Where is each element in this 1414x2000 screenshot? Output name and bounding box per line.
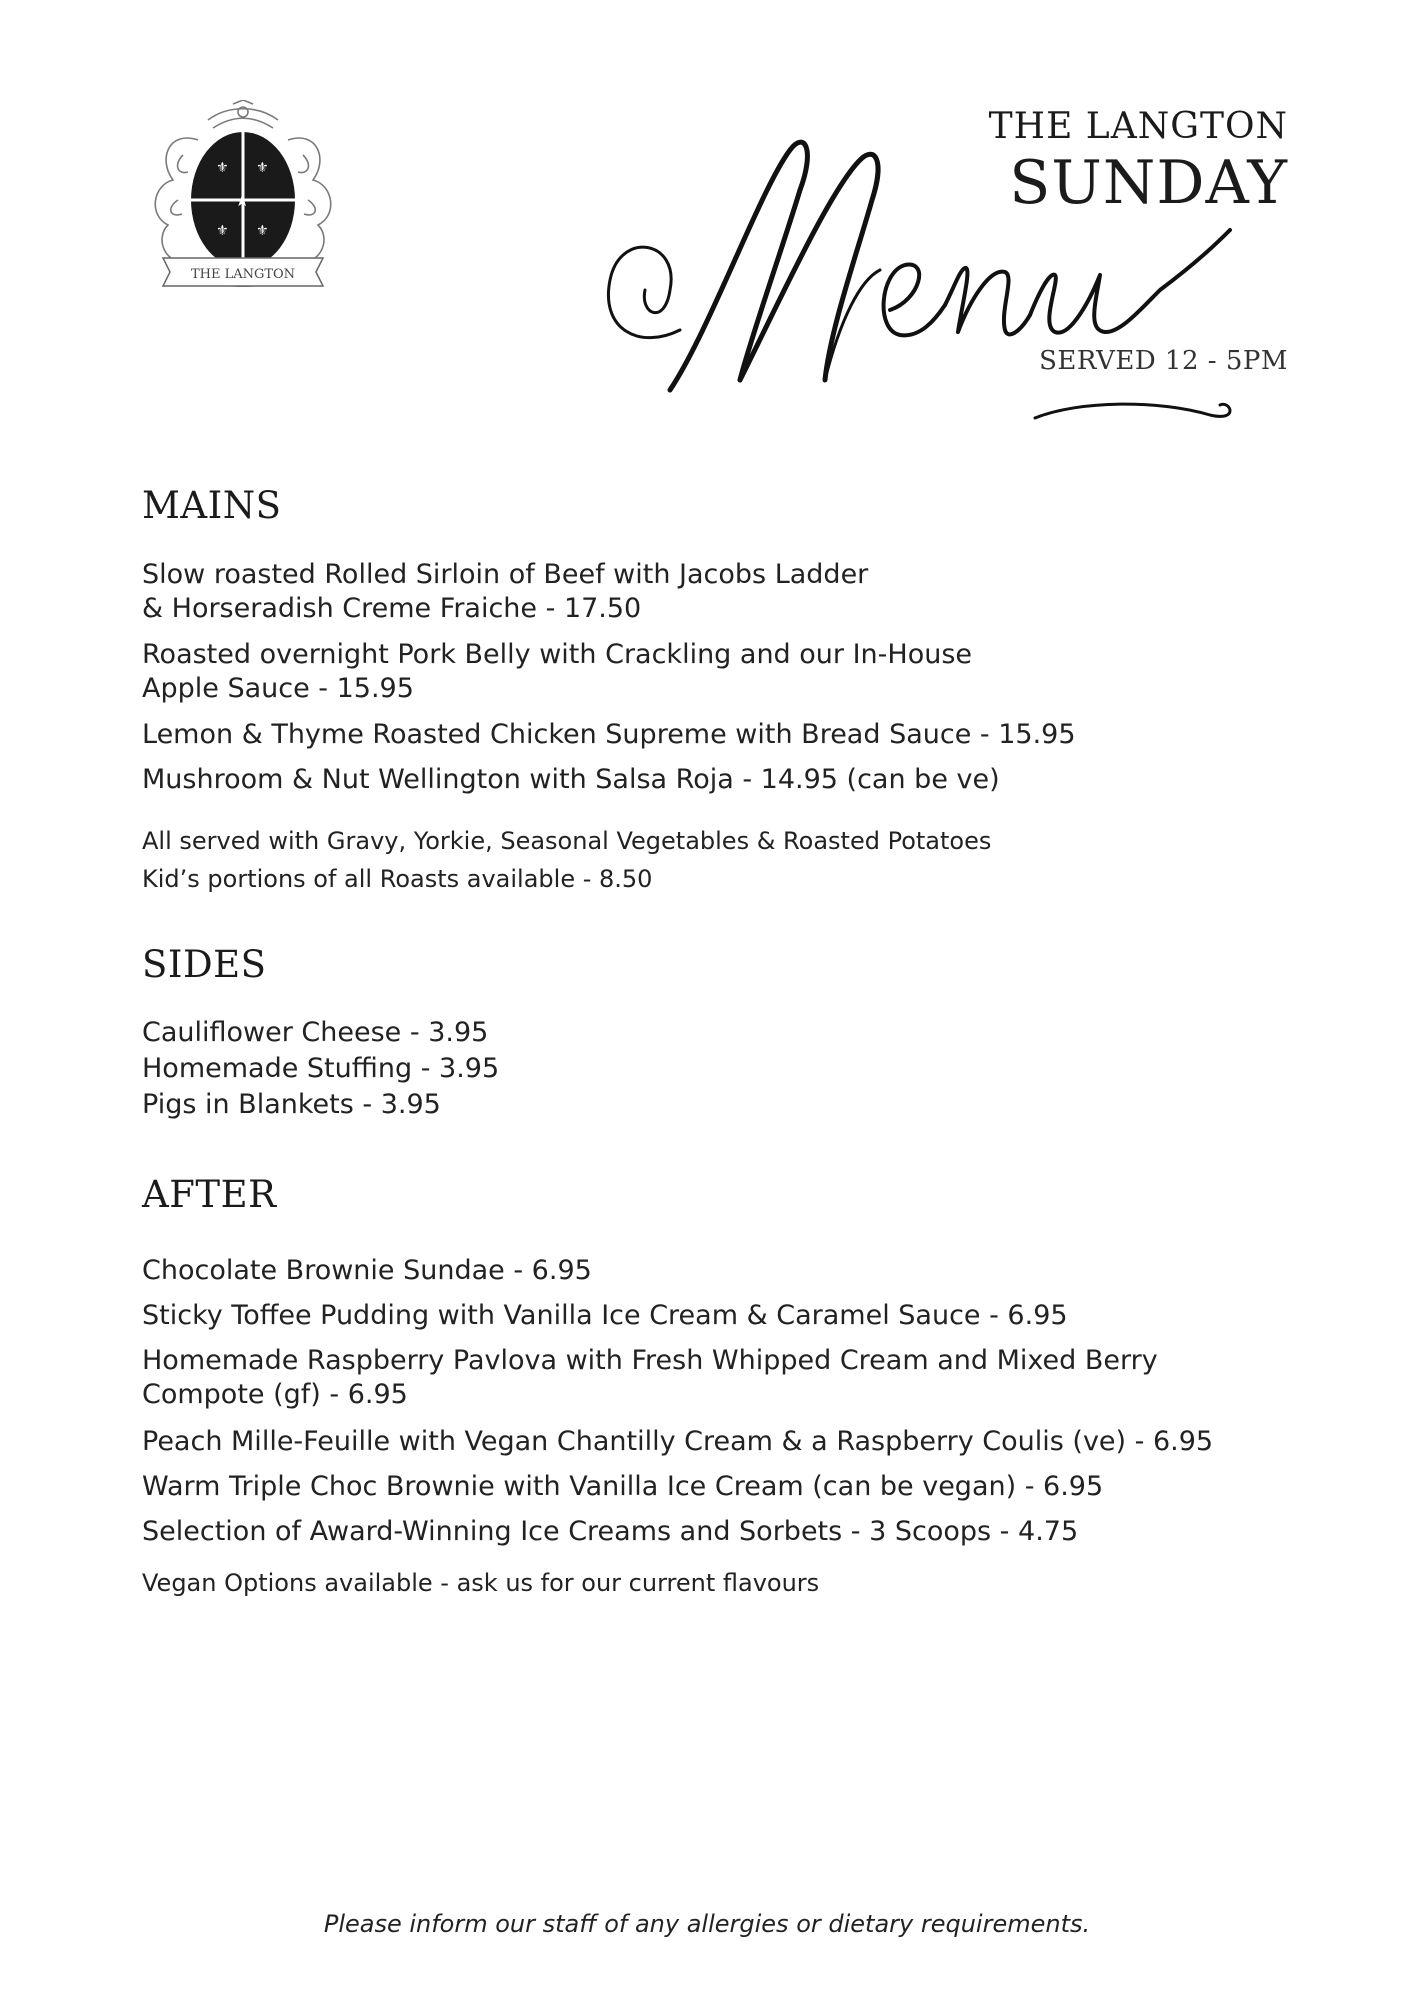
after-item: Peach Mille-Feuille with Vegan Chantilly Cream & a Raspberry Coulis (ve) - 6.95	[142, 1426, 1214, 1457]
after-item: Chocolate Brownie Sundae - 6.95	[142, 1255, 592, 1286]
mains-item-chicken	[142, 718, 1292, 752]
after-item-pavlova	[142, 1344, 1292, 1412]
svg-text:⚜: ⚜	[256, 160, 269, 176]
langton-crest-logo	[138, 100, 348, 305]
mains-heading: MAINS	[142, 484, 282, 527]
svg-text:⚜: ⚜	[216, 160, 229, 176]
mains-note-served-with: All served with Gravy, Yorkie, Seasonal Vegetables & Roasted Potatoes	[142, 827, 992, 855]
svg-text:⚜: ⚜	[256, 223, 269, 239]
after-heading: AFTER	[142, 1173, 277, 1216]
mains-note-kids: Kid’s portions of all Roasts available - 8.50	[142, 865, 653, 893]
sides-item: Pigs in Blankets - 3.95	[142, 1089, 441, 1120]
after-note-vegan: Vegan Options available - ask us for our current flavours	[142, 1569, 820, 1597]
after-item: Selection of Award-Winning Ice Creams and Sorbets - 3 Scoops - 4.75	[142, 1516, 1079, 1547]
item-line: Mushroom & Nut Wellington with Salsa Roja - 14.95 (can be ve)	[142, 764, 1000, 795]
mains-item-pork	[142, 638, 1292, 706]
item-line: Roasted overnight Pork Belly with Crackling and our In-House	[142, 639, 973, 670]
mains-item-wellington	[142, 763, 1292, 797]
item-line: Homemade Raspberry Pavlova with Fresh Whipped Cream and Mixed Berry	[142, 1345, 1158, 1376]
item-line: Apple Sauce - 15.95	[142, 673, 414, 704]
allergy-footer: Please inform our staff of any allergies or dietary requirements.	[323, 1910, 1091, 1938]
svg-text:THE LANGTON: THE LANGTON	[190, 267, 296, 282]
sides-item: Cauliflower Cheese - 3.95	[142, 1017, 489, 1048]
sides-item: Homemade Stuffing - 3.95	[142, 1053, 500, 1084]
crest-icon	[138, 100, 348, 305]
item-line: Lemon & Thyme Roasted Chicken Supreme with Bread Sauce - 15.95	[142, 719, 1076, 750]
item-line: Slow roasted Rolled Sirloin of Beef with Jacobs Ladder	[142, 559, 869, 590]
svg-text:★: ★	[235, 191, 250, 210]
after-item: Warm Triple Choc Brownie with Vanilla Ice Cream (can be vegan) - 6.95	[142, 1471, 1104, 1502]
sides-heading: SIDES	[142, 943, 267, 986]
item-line: & Horseradish Creme Fraiche - 17.50	[142, 593, 642, 624]
menu-header	[600, 100, 1320, 430]
after-item: Sticky Toffee Pudding with Vanilla Ice Cream & Caramel Sauce - 6.95	[142, 1300, 1068, 1331]
served-hours: SERVED 12 - 5PM	[1039, 346, 1288, 376]
brand-name: THE LANGTON	[988, 106, 1288, 147]
menu-day: SUNDAY	[1009, 148, 1288, 218]
item-line: Compote (gf) - 6.95	[142, 1379, 408, 1410]
mains-item-beef	[142, 558, 1292, 626]
svg-text:⚜: ⚜	[216, 223, 229, 239]
